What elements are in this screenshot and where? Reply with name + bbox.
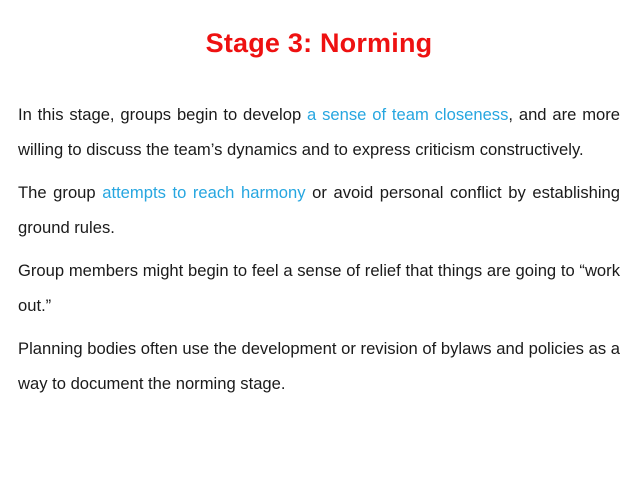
paragraph-4: Planning bodies often use the development or revision of bylaws and policies as a way to document the norming stage. [18,339,620,393]
paragraph-1 [18,97,620,167]
paragraph-2-text-a: The group [18,183,103,202]
paragraph-2 [18,175,620,245]
paragraph-2-text-b: or avoid personal conflict by establishing ground rules. [18,183,621,237]
paragraph-2-highlight: attempts to reach harmony [102,183,306,202]
paragraph-3: Group members might begin to feel a sense of relief that things are going to “work out.” [18,261,620,315]
slide-title: Stage 3: Norming [205,28,433,58]
paragraph-1-text-a: In this stage, groups begin to develop [18,105,308,124]
slide-body [18,97,620,409]
paragraph-1-highlight: a sense of team closeness [307,105,509,124]
paragraph-1-text-b: , and are more willing to discuss the team’s dynamics and to express criticism constructively. [18,105,620,159]
